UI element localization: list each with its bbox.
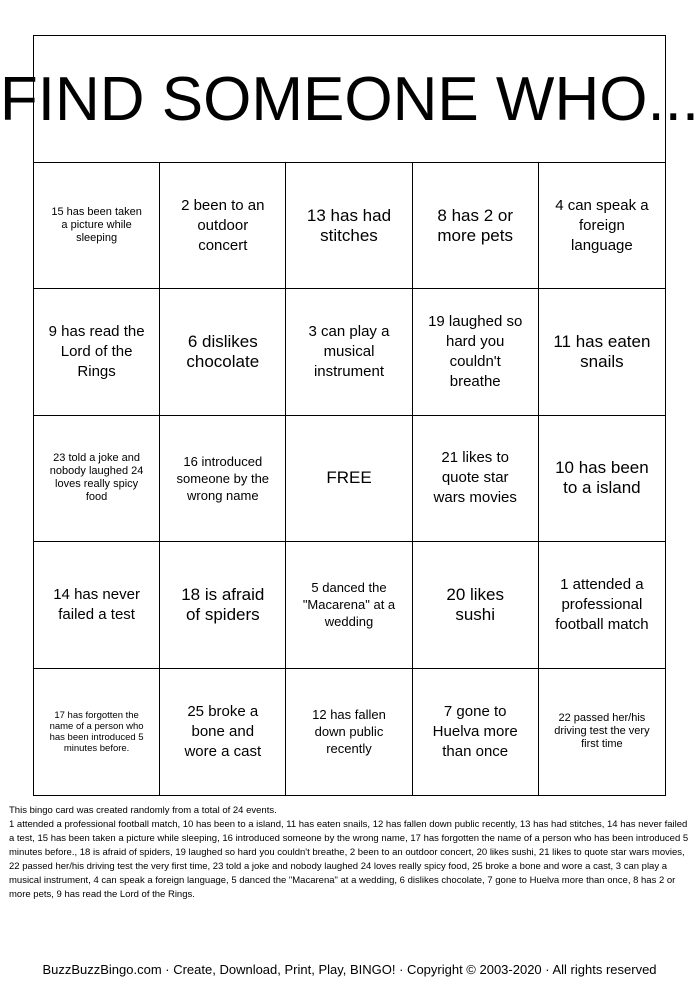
copyright-line: BuzzBuzzBingo.com · Create, Download, Print, Play, BINGO! · Copyright © 2003-2020 · All rights reserved <box>42 962 657 977</box>
bingo-cell <box>413 289 539 415</box>
bingo-cell <box>286 542 412 668</box>
bingo-cell <box>539 669 665 795</box>
bingo-grid <box>34 163 665 795</box>
bingo-cell-text: 18 is afraid of spiders <box>181 584 265 624</box>
bingo-cell <box>34 669 160 795</box>
footer-events-list: 1 attended a professional football match, 10 has been to a island, 11 has eaten snails, 12 has fallen down public recently, 13 has had stitches, 14 has never failed a test, 15 has been taken a picture while sleeping, 16 introduced someone by the wrong name, 17 has forgotten the name of a person who has been introduced 5 minutes before., 18 is afraid of spiders, 19 laughed so hard you couldn't breathe, 2 been to an outdoor concert, 20 likes sushi, 21 likes to quote star wars movies, 22 passed her/his driving test the very first time, 23 told a joke and nobody laughed 24 loves really spicy food, 25 broke a bone and wore a cast, 3 can play a musical instrument, 4 can speak a foreign language, 5 danced the "Macarena" at a wedding, 6 dislikes chocolate, 7 gone to Huelva more than once, 8 has 2 or more pets, 9 has read the Lord of the Rings. <box>9 819 689 900</box>
bingo-cell-text: 19 laughed so hard you couldn't breathe <box>428 313 523 391</box>
bingo-cell-text: 22 passed her/his driving test the very first time <box>554 712 650 751</box>
free-space-cell <box>286 416 412 542</box>
bingo-cell <box>413 542 539 668</box>
bingo-cell-text: 15 has been taken a picture while sleeping <box>51 206 142 245</box>
bingo-cell <box>160 669 286 795</box>
bingo-cell-text: 1 attended a professional football match <box>555 575 649 633</box>
card-title: FIND SOMEONE WHO... <box>34 36 665 163</box>
bingo-cell-text: 3 can play a musical instrument <box>308 323 390 381</box>
footer-intro: This bingo card was created randomly from a total of 24 events. <box>9 805 277 816</box>
bingo-cell-text: 6 dislikes chocolate <box>186 332 260 372</box>
bingo-cell-text: 4 can speak a foreign language <box>555 196 649 254</box>
bingo-cell <box>34 163 160 289</box>
bingo-cell <box>539 542 665 668</box>
bingo-cell <box>413 416 539 542</box>
bingo-cell <box>413 163 539 289</box>
bingo-cell <box>34 542 160 668</box>
bingo-cell-text: 25 broke a bone and wore a cast <box>184 702 262 760</box>
bingo-cell-text: 21 likes to quote star wars movies <box>433 449 517 507</box>
bingo-cell <box>539 289 665 415</box>
bingo-cell-text: 5 danced the "Macarena" at a wedding <box>302 580 396 630</box>
bingo-cell-text: 23 told a joke and nobody laughed 24 loves really spicy food <box>49 452 144 504</box>
bingo-cell-text: 17 has forgotten the name of a person who has been introduced 5 minutes before. <box>49 709 144 754</box>
bingo-cell <box>160 542 286 668</box>
bingo-cell <box>413 669 539 795</box>
bingo-cell <box>160 416 286 542</box>
bingo-cell-text: FREE <box>326 468 372 488</box>
bingo-cell <box>34 289 160 415</box>
bingo-cell-text: 10 has been to a island <box>555 458 649 498</box>
bingo-cell <box>160 163 286 289</box>
bingo-cell <box>539 163 665 289</box>
bingo-cell-text: 9 has read the Lord of the Rings <box>48 323 145 381</box>
bingo-card <box>0 35 699 796</box>
bingo-cell-text: 11 has eaten snails <box>553 332 651 372</box>
bingo-cell-text: 16 introduced someone by the wrong name <box>176 453 270 503</box>
bingo-cell-text: 2 been to an outdoor concert <box>181 196 265 254</box>
bingo-cell <box>34 416 160 542</box>
bingo-cell <box>160 289 286 415</box>
bingo-cell <box>539 416 665 542</box>
bingo-cell <box>286 289 412 415</box>
bingo-cell-text: 14 has never failed a test <box>53 585 140 623</box>
footer-description <box>9 804 689 902</box>
bingo-cell-text: 8 has 2 or more pets <box>437 205 513 245</box>
bingo-cell-text: 20 likes sushi <box>446 584 505 624</box>
bingo-cell-text: 7 gone to Huelva more than once <box>432 702 518 760</box>
bingo-cell-text: 12 has fallen down public recently <box>312 707 386 757</box>
bingo-cell-text: 13 has had stitches <box>306 205 392 245</box>
bingo-cell <box>286 163 412 289</box>
bingo-cell <box>286 669 412 795</box>
